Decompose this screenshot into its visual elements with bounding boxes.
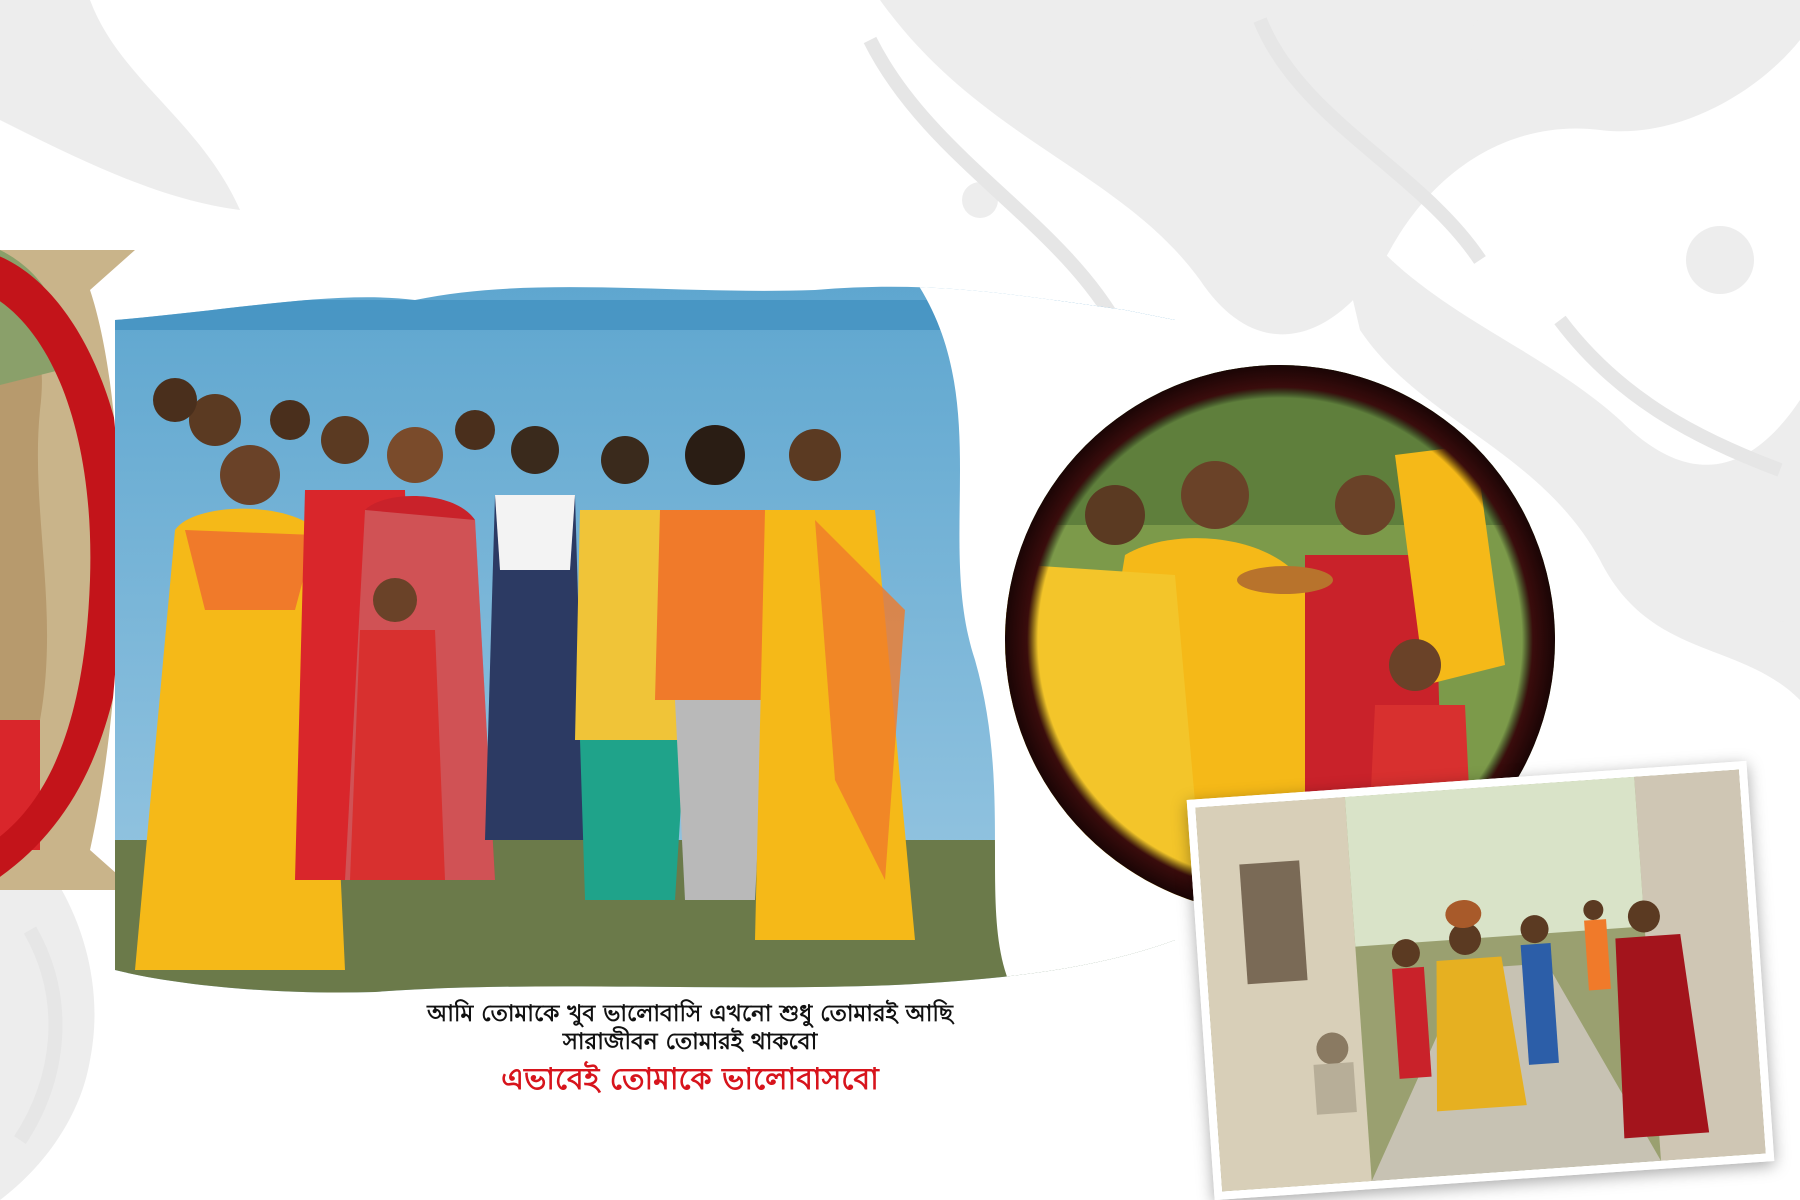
caption-headline: এভাবেই তোমাকে ভালোবাসবো xyxy=(501,1062,879,1097)
procession-alley-photo xyxy=(1187,761,1775,1200)
caption-block xyxy=(380,1000,1000,1100)
caption-line-1: আমি তোমাকে খুব ভালোবাসি এখনো শুধু তোমারই আছি xyxy=(427,1001,953,1027)
caption-line-2: সারাজীবন তোমারই থাকবো xyxy=(562,1029,818,1055)
